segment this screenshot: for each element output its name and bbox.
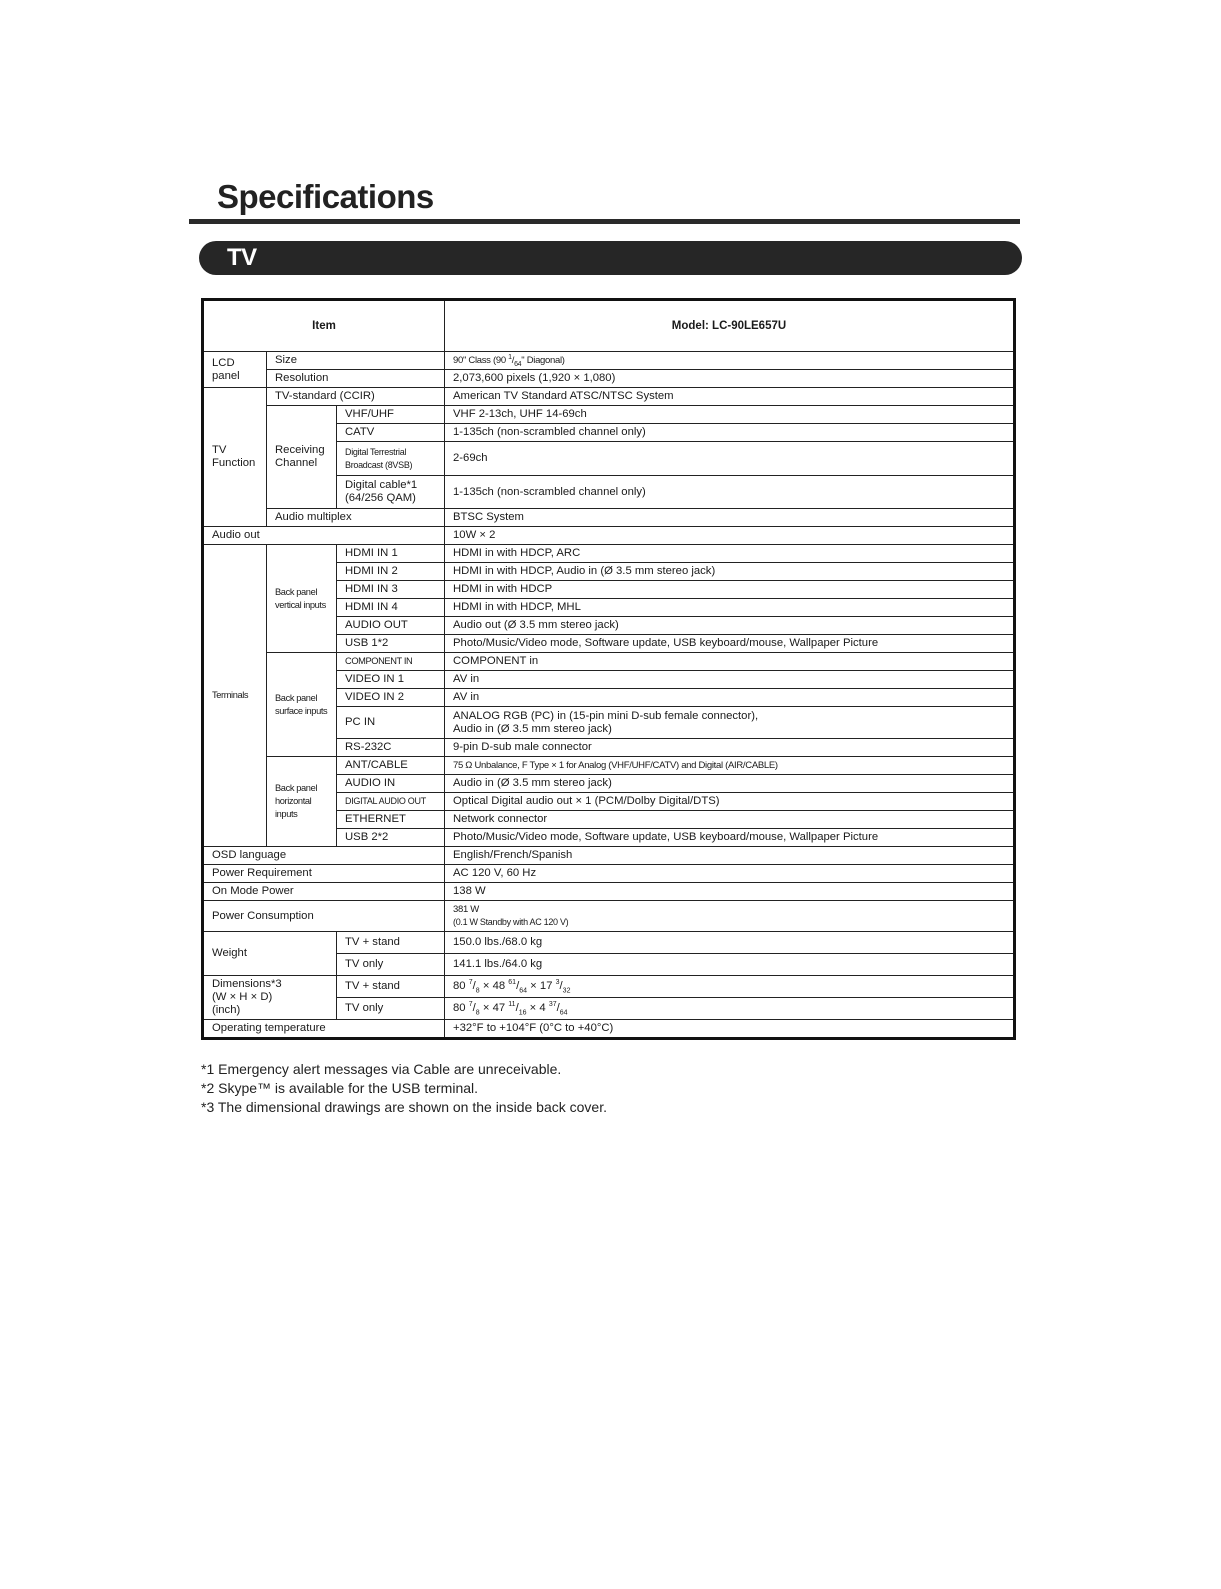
- row-value: VHF 2-13ch, UHF 14-69ch: [445, 406, 1015, 424]
- row-label: USB 1*2: [337, 635, 445, 653]
- section-header-bar: [199, 241, 1022, 275]
- row-value: ANALOG RGB (PC) in (15-pin mini D-sub female connector), Audio in (Ø 3.5 mm stereo jack): [445, 707, 1015, 739]
- table-row: [203, 352, 1015, 370]
- specifications-table: [201, 298, 1016, 1040]
- row-value: Network connector: [445, 811, 1015, 829]
- table-row: [203, 976, 1015, 998]
- row-value: 381 W (0.1 W Standby with AC 120 V): [445, 901, 1015, 932]
- row-label: USB 2*2: [337, 829, 445, 847]
- row-label: VIDEO IN 2: [337, 689, 445, 707]
- row-value: Photo/Music/Video mode, Software update, USB keyboard/mouse, Wallpaper Picture: [445, 635, 1015, 653]
- table-row: [203, 545, 1015, 563]
- row-value: Audio in (Ø 3.5 mm stereo jack): [445, 775, 1015, 793]
- row-label: TV + stand: [337, 976, 445, 998]
- subgroup-label-surface: Back panel surface inputs: [267, 653, 337, 757]
- row-label: AUDIO IN: [337, 775, 445, 793]
- row-value: 80 $^7/_8 \times 47$ $^{11}/_{16} \times 4$ $^{37}/_{64}$: [445, 998, 1015, 1020]
- row-value: BTSC System: [445, 509, 1015, 527]
- row-value: American TV Standard ATSC/NTSC System: [445, 388, 1015, 406]
- row-value: AC 120 V, 60 Hz: [445, 865, 1015, 883]
- row-value: COMPONENT in: [445, 653, 1015, 671]
- row-label: HDMI IN 1: [337, 545, 445, 563]
- row-value: Audio out (Ø 3.5 mm stereo jack): [445, 617, 1015, 635]
- group-label-tv-function: TV Function: [203, 388, 267, 527]
- row-label: TV-standard (CCIR): [267, 388, 445, 406]
- table-row: [203, 1020, 1015, 1039]
- group-label-terminals: Terminals: [203, 545, 267, 847]
- footnote-3: *3 The dimensional drawings are shown on the inside back cover.: [201, 1099, 607, 1115]
- row-label: ETHERNET: [337, 811, 445, 829]
- table-row: [203, 527, 1015, 545]
- title-rule: [189, 219, 1020, 224]
- table-row: [203, 865, 1015, 883]
- row-label: VIDEO IN 1: [337, 671, 445, 689]
- row-label: Power Consumption: [203, 901, 445, 932]
- row-label: TV only: [337, 998, 445, 1020]
- row-value: 75 Ω Unbalance, F Type × 1 for Analog (VHF/UHF/CATV) and Digital (AIR/CABLE): [445, 757, 1015, 775]
- table-row: [203, 388, 1015, 406]
- row-value: +32°F to +104°F (0°C to +40°C): [445, 1020, 1015, 1039]
- table-row: [203, 406, 1015, 424]
- row-label: HDMI IN 4: [337, 599, 445, 617]
- row-value: 2-69ch: [445, 442, 1015, 476]
- row-value: 2,073,600 pixels (1,920 × 1,080): [445, 370, 1015, 388]
- row-value: HDMI in with HDCP, Audio in (Ø 3.5 mm stereo jack): [445, 563, 1015, 581]
- row-value: Optical Digital audio out × 1 (PCM/Dolby Digital/DTS): [445, 793, 1015, 811]
- row-value: 10W × 2: [445, 527, 1015, 545]
- row-value: 90" Class (90 $^1/_{64}$" Diagonal): [445, 352, 1015, 370]
- row-label: HDMI IN 3: [337, 581, 445, 599]
- header-item: Item: [203, 300, 445, 352]
- row-value: 1-135ch (non-scrambled channel only): [445, 424, 1015, 442]
- row-label: Power Requirement: [203, 865, 445, 883]
- row-label: AUDIO OUT: [337, 617, 445, 635]
- row-value: HDMI in with HDCP, ARC: [445, 545, 1015, 563]
- row-label: On Mode Power: [203, 883, 445, 901]
- row-value: 9-pin D-sub male connector: [445, 739, 1015, 757]
- row-label: OSD language: [203, 847, 445, 865]
- subgroup-label-vertical: Back panel vertical inputs: [267, 545, 337, 653]
- row-value: Photo/Music/Video mode, Software update, USB keyboard/mouse, Wallpaper Picture: [445, 829, 1015, 847]
- row-label: Digital cable*1 (64/256 QAM): [337, 476, 445, 509]
- row-value: HDMI in with HDCP, MHL: [445, 599, 1015, 617]
- row-label: HDMI IN 2: [337, 563, 445, 581]
- row-value: AV in: [445, 671, 1015, 689]
- table-row: [203, 883, 1015, 901]
- row-value: HDMI in with HDCP: [445, 581, 1015, 599]
- row-value: 141.1 lbs./64.0 kg: [445, 954, 1015, 976]
- row-label: Digital Terrestrial Broadcast (8VSB): [337, 442, 445, 476]
- row-label: PC IN: [337, 707, 445, 739]
- footnote-1: *1 Emergency alert messages via Cable are unreceivable.: [201, 1061, 562, 1077]
- row-label-dimensions: Dimensions*3 (W × H × D) (inch): [203, 976, 337, 1020]
- table-row: [203, 847, 1015, 865]
- row-value: 138 W: [445, 883, 1015, 901]
- row-label: DIGITAL AUDIO OUT: [337, 793, 445, 811]
- row-value: 150.0 lbs./68.0 kg: [445, 932, 1015, 954]
- footnote-2: *2 Skype™ is available for the USB terminal.: [201, 1080, 479, 1096]
- page-title: Specifications: [217, 178, 434, 215]
- header-model: Model: LC-90LE657U: [445, 300, 1015, 352]
- row-label-weight: Weight: [203, 932, 337, 976]
- table-row: [203, 509, 1015, 527]
- table-row: [203, 901, 1015, 932]
- table-row: [203, 370, 1015, 388]
- subgroup-label-horizontal: Back panel horizontal inputs: [267, 757, 337, 847]
- footnotes: [201, 1060, 607, 1117]
- row-label: Size: [267, 352, 445, 370]
- table-row: [203, 932, 1015, 954]
- section-title: TV: [227, 244, 257, 271]
- group-label-lcd: LCD panel: [203, 352, 267, 388]
- table-header-row: [203, 300, 1015, 352]
- row-value: 80 $^7/_8 \times 48$ $^{61}/_{64} \times 17$ $^3/_{32}$: [445, 976, 1015, 998]
- row-label: TV only: [337, 954, 445, 976]
- row-label: COMPONENT IN: [337, 653, 445, 671]
- table-row: [203, 757, 1015, 775]
- row-label: TV + stand: [337, 932, 445, 954]
- row-value: English/French/Spanish: [445, 847, 1015, 865]
- row-label: Operating temperature: [203, 1020, 445, 1039]
- row-label: Audio out: [203, 527, 445, 545]
- row-value: AV in: [445, 689, 1015, 707]
- table-row: [203, 653, 1015, 671]
- row-label: Audio multiplex: [267, 509, 445, 527]
- row-label: Resolution: [267, 370, 445, 388]
- subgroup-label-receiving: Receiving Channel: [267, 406, 337, 509]
- row-value: 1-135ch (non-scrambled channel only): [445, 476, 1015, 509]
- row-label: CATV: [337, 424, 445, 442]
- row-label: ANT/CABLE: [337, 757, 445, 775]
- row-label: RS-232C: [337, 739, 445, 757]
- row-label: VHF/UHF: [337, 406, 445, 424]
